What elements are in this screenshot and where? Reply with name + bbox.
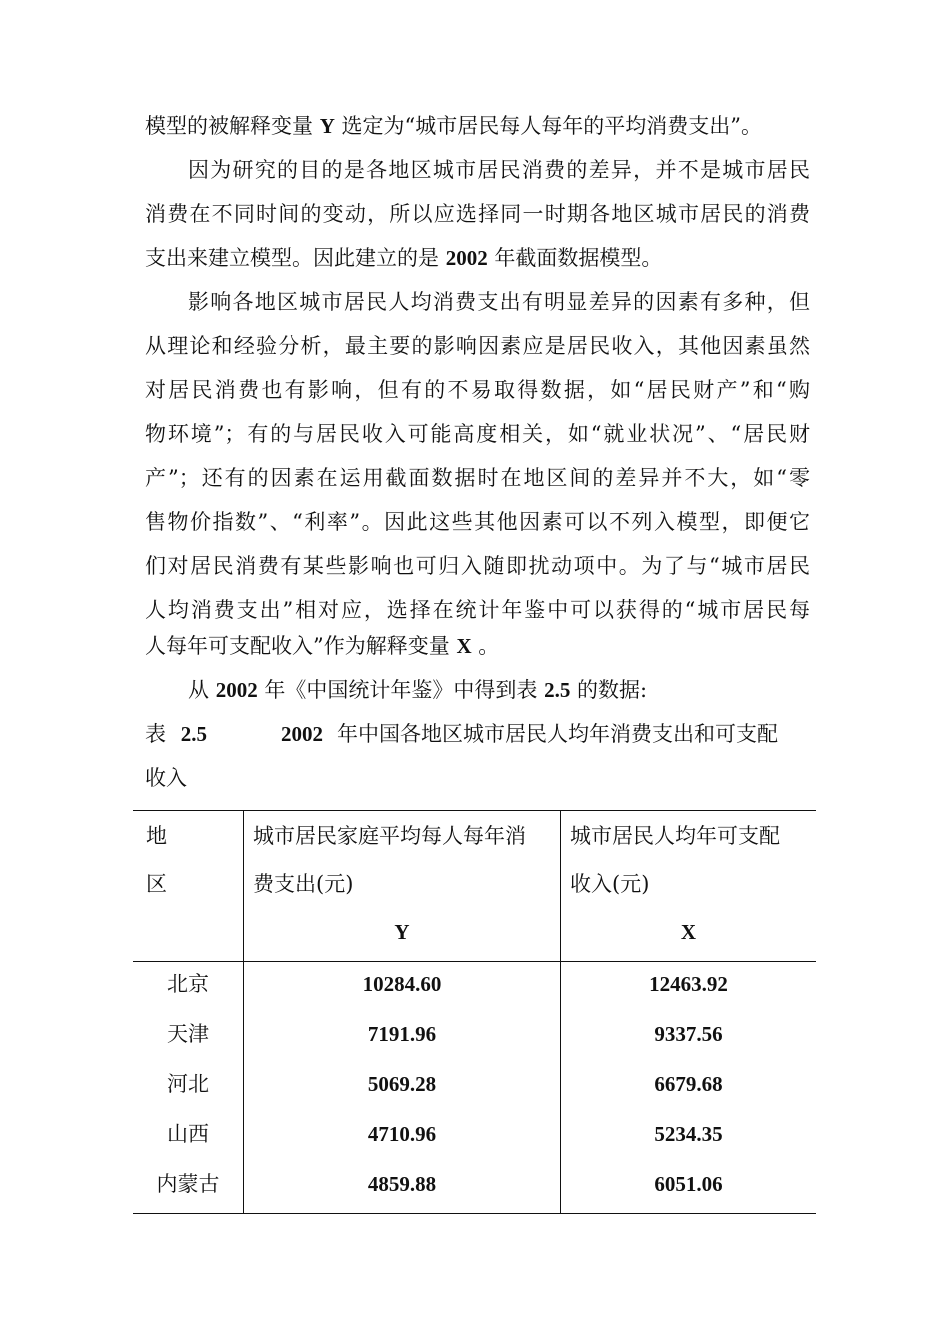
paragraph-line	[188, 668, 810, 712]
data-table	[133, 810, 816, 1214]
row-region: 内蒙古	[156, 1172, 220, 1196]
text-span: 模型的被解释变量	[145, 114, 313, 138]
header-x-2: 收入(元)	[570, 872, 650, 896]
caption-prefix: 表	[145, 722, 166, 746]
table-ref: 2.5	[544, 678, 571, 702]
year-2002: 2002	[445, 246, 488, 270]
variable-x: X	[456, 634, 472, 658]
row-region: 北京	[167, 972, 209, 996]
text-span: 人每年可支配收入”作为解释变量	[145, 634, 450, 658]
paragraph-line	[145, 104, 810, 148]
header-x-1: 城市居民人均年可支配	[570, 824, 780, 848]
header-region-1: 地	[146, 824, 167, 848]
row-region: 河北	[167, 1072, 209, 1096]
caption-title: 年中国各地区城市居民人均年消费支出和可支配	[337, 722, 778, 746]
row-y-value: 4859.88	[367, 1172, 437, 1196]
text-span: 支出来建立模型。因此建立的是	[145, 246, 439, 270]
paragraph-line: 对居民消费也有影响，但有的不易取得数据，如“居民财产”和“购	[145, 378, 810, 402]
header-region-2: 区	[146, 872, 167, 896]
variable-y: Y	[319, 114, 335, 138]
row-x-value: 6679.68	[654, 1072, 723, 1096]
caption-number: 2.5	[180, 722, 207, 746]
header-x-symbol: X	[680, 920, 697, 944]
header-y-symbol: Y	[394, 920, 410, 944]
row-y-value: 5069.28	[367, 1072, 437, 1096]
header-y-2: 费支出(元)	[253, 872, 354, 896]
row-region: 山西	[167, 1122, 209, 1146]
text-span: 从	[188, 678, 209, 702]
row-y-value: 4710.96	[367, 1122, 437, 1146]
text-span: 选定为“城市居民每人每年的平均消费支出”。	[341, 114, 763, 138]
paragraph-line: 们对居民消费有某些影响也可归入随即扰动项中。为了与“城市居民	[145, 554, 810, 578]
paragraph-line: 影响各地区城市居民人均消费支出有明显差异的因素有多种，但	[188, 290, 810, 314]
paragraph-line: 因为研究的目的是各地区城市居民消费的差异，并不是城市居民	[188, 158, 810, 182]
paragraph-line: 消费在不同时间的变动，所以应选择同一时期各地区城市居民的消费	[145, 202, 810, 226]
paragraph-line	[145, 236, 810, 280]
caption-year: 2002	[281, 722, 323, 746]
row-x-value: 5234.35	[654, 1122, 723, 1146]
table-caption-wrap: 收入	[145, 766, 187, 790]
row-x-value: 6051.06	[654, 1172, 723, 1196]
paragraph-line	[145, 624, 810, 668]
header-y-1: 城市居民家庭平均每人每年消	[253, 824, 526, 848]
row-y-value: 10284.60	[362, 972, 442, 996]
table-caption	[145, 712, 810, 756]
paragraph-line: 物环境”；有的与居民收入可能高度相关，如“就业状况”、“居民财	[145, 422, 810, 446]
paragraph-line: 产”；还有的因素在运用截面数据时在地区间的差异并不大，如“零	[145, 466, 810, 490]
row-y-value: 7191.96	[367, 1022, 437, 1046]
paragraph-line: 售物价指数”、“利率”。因此这些其他因素可以不列入模型，即便它	[145, 510, 810, 534]
text-span: 。	[478, 634, 500, 658]
paragraph-line: 从理论和经验分析，最主要的影响因素应是居民收入，其他因素虽然	[145, 334, 810, 358]
row-x-value: 12463.92	[649, 972, 728, 996]
row-region: 天津	[167, 1022, 209, 1046]
paragraph-line: 人均消费支出”相对应，选择在统计年鉴中可以获得的“城市居民每	[145, 598, 810, 622]
year-2002: 2002	[215, 678, 258, 702]
row-x-value: 9337.56	[654, 1022, 723, 1046]
text-span: 年截面数据模型。	[494, 246, 663, 270]
text-span: 的数据:	[577, 678, 648, 702]
text-span: 年《中国统计年鉴》中得到表	[264, 678, 538, 702]
